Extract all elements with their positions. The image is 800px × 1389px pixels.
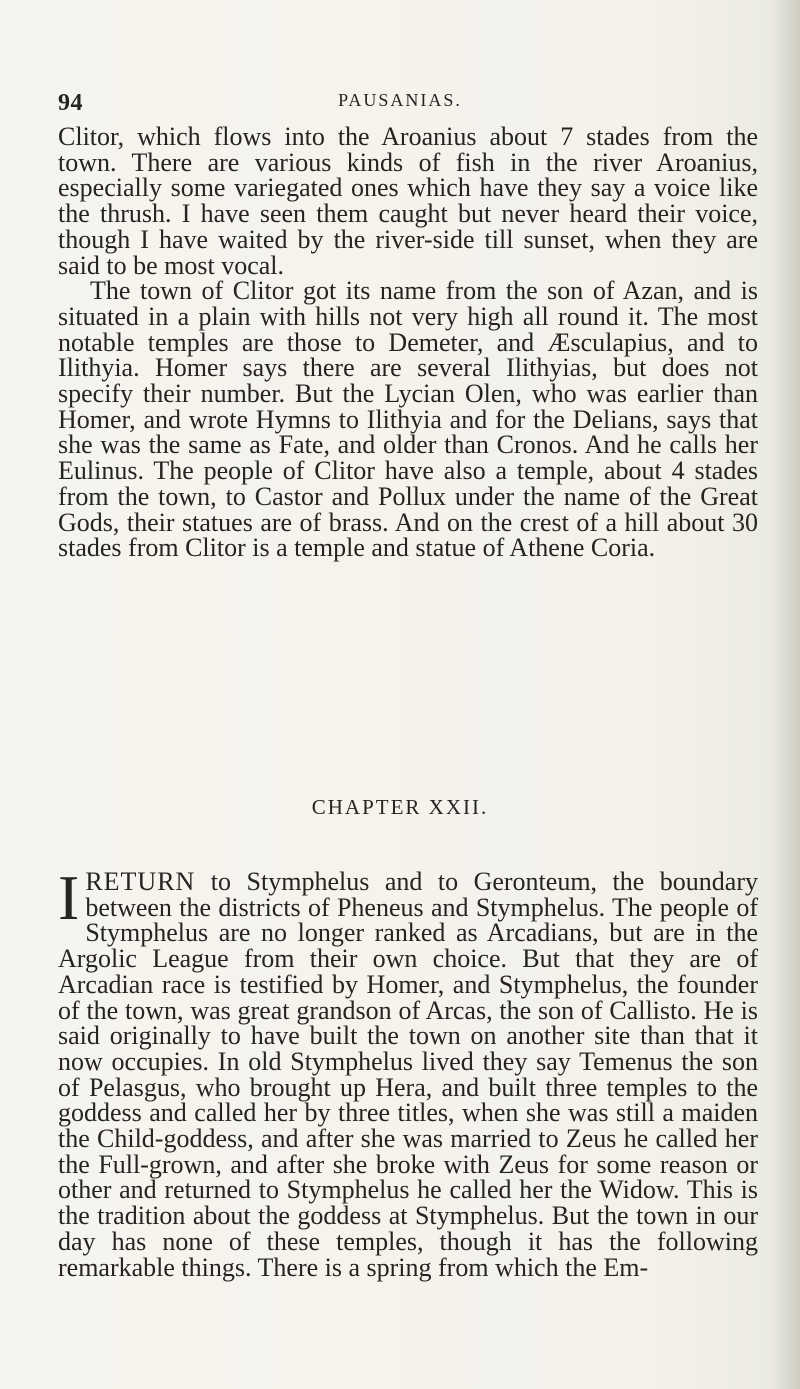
- page-number: 94: [58, 90, 83, 116]
- chapter-opening-word: RETURN: [85, 867, 196, 896]
- chapter-body-text: [58, 862, 758, 1282]
- body-text-section: [58, 124, 758, 561]
- paragraph: to Stymphelus and to Geronteum, the boundary between the districts of Pheneus and Stymphelus. The people of Stymphelus are no longer ranked as Arcadians, but are in the Argolic League from their own choice. But that they are of Arcadian race is testified by Homer, and Stymphelus, the founder of the town, was great grandson of Arcas, the son of Callisto. He is said originally to have built the town on another site than that it now occupies. In old Stymphelus lived they say Temenus the son of Pelasgus, who brought up Hera, and built three temples to the goddess and called her by three titles, when she was still a maiden the Child-goddess, and after she was married to Zeus he called her the Full-grown, and after she broke with Zeus for some reason or other and returned to Stymphelus he called her the Widow. This is the tradition about the goddess at Stymphelus. But the town in our day has none of these temples, though it has the following remarkable things. There is a spring from which the Em-: [58, 867, 758, 1282]
- paragraph: Clitor, which flows into the Aroanius about 7 stades from the town. There are various kinds of fish in the river Aroanius, especially some variegated ones which have they say a voice like the thrush. I have seen them caught but never heard their voice, though I have waited by the river-side till sunset, when they are said to be most vocal.: [58, 122, 758, 280]
- running-title: PAUSANIAS.: [338, 90, 462, 110]
- chapter-heading: CHAPTER XXII.: [311, 795, 489, 819]
- page-edge-shadow: [772, 0, 800, 1389]
- paragraph: The town of Clitor got its name from the son of Azan, and is situated in a plain with hills not very high all round it. The most notable temples are those to Demeter, and Æsculapius, and to Ilithyia. Homer says there are several Ilithyias, but does not specify their number. But the Lycian Olen, who was earlier than Homer, and wrote Hymns to Ilithyia and for the Delians, says that she was the same as Fate, and older than Cronos. And he calls her Eulinus. The people of Clitor have also a temple, about 4 stades from the town, to Castor and Pollux under the name of the Great Gods, their statues are of brass. And on the crest of a hill about 30 stades from Clitor is a temple and statue of Athene Coria.: [58, 276, 758, 563]
- drop-cap: I: [58, 862, 80, 933]
